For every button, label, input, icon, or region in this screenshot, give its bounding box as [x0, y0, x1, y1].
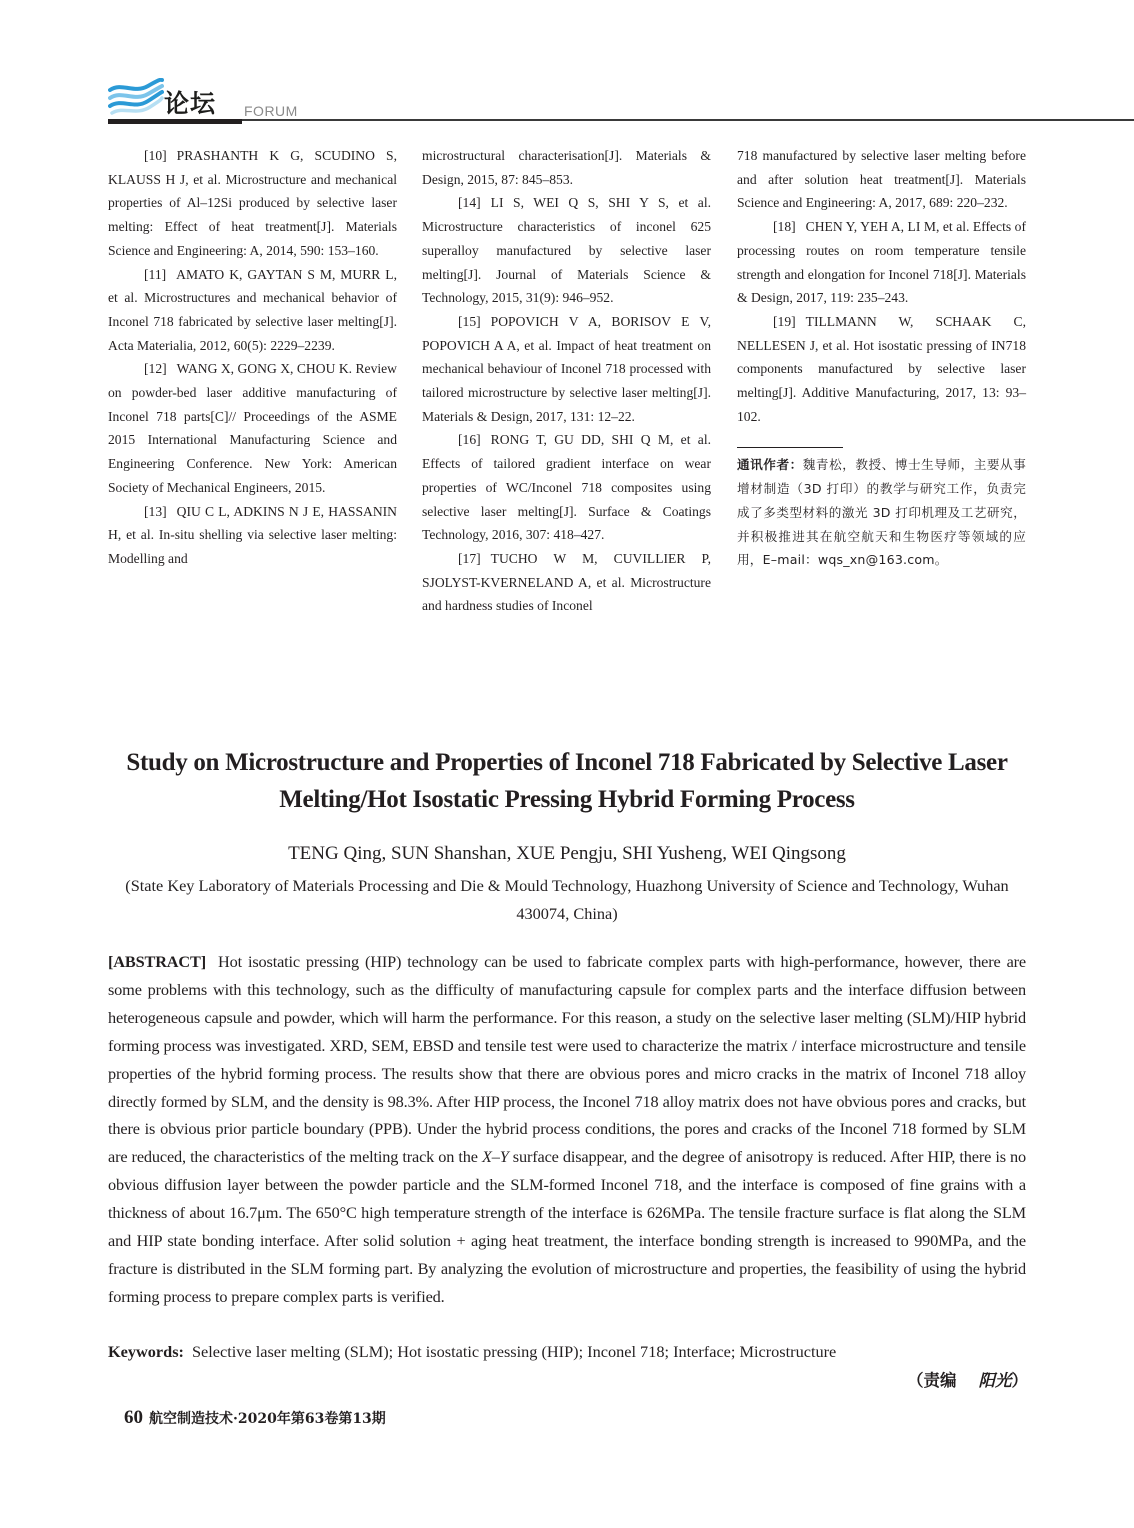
- reference-number: [18]: [773, 219, 796, 235]
- reference-text: AMATO K, GAYTAN S M, MURR L, et al. Microstructures and mechanical behavior of Inconel 718 fabricated by selective laser melting[J]. Acta Materialia, 2012, 60(5): 2229–2239.: [108, 266, 397, 353]
- english-authors: TENG Qing, SUN Shanshan, XUE Pengju, SHI Yusheng, WEI Qingsong: [288, 843, 846, 864]
- editor-label: （责编: [907, 1371, 957, 1390]
- english-title: Study on Microstructure and Properties of Inconel 718 Fabricated by Selective Laser Melting/Hot Isostatic Pressing Hybrid Forming Process: [126, 749, 1008, 813]
- reference-text: POPOVICH V A, BORISOV E V, POPOVICH A A, et al. Impact of heat treatment on mechanical behaviour of Inconel 718 processed with tailored microstructure by selective laser melting[J]. Materials & Design, 2017, 131: 12–22.: [422, 313, 711, 424]
- page-footer: [124, 1406, 386, 1431]
- editor-credit: [907, 1367, 1028, 1394]
- editor-name: 阳光: [978, 1371, 1012, 1390]
- reference-continuation: microstructural characterisation[J]. Materials & Design, 2015, 87: 845–853.: [422, 148, 711, 187]
- references-column-3: [737, 144, 1026, 572]
- page-header: [108, 78, 1134, 128]
- reference-text: QIU C L, ADKINS N J E, HASSANIN H, et al. In-situ shelling via selective laser melting: Modelling and: [108, 503, 397, 566]
- reference-text: WANG X, GONG X, CHOU K. Review on powder-bed laser additive manufacturing of Inconel 718 parts[C]// Proceedings of the ASME 2015 International Manufacturing Science and Engineering Conference. New York: American Society of Mechanical Engineers, 2015.: [108, 361, 397, 495]
- reference-number: [17]: [458, 550, 481, 566]
- reference-number: [19]: [773, 313, 796, 329]
- reference-number: [10]: [144, 148, 167, 163]
- reference-number: [11]: [144, 266, 167, 282]
- reference-item: [108, 263, 397, 358]
- reference-number: [15]: [458, 313, 481, 329]
- reference-item: [108, 144, 397, 263]
- abstract-italic-term: X–Y: [481, 1147, 509, 1167]
- corresponding-author-note: [737, 453, 1026, 572]
- reference-item: [737, 310, 1026, 429]
- reference-number: [12]: [144, 361, 167, 377]
- reference-continuation: 718 manufactured by selective laser melting before and after solution heat treatment[J]. Materials Science and Engineering: A, 2017, 689: 220–232.: [737, 148, 1026, 211]
- reference-number: [14]: [458, 195, 481, 211]
- header-rule: [242, 119, 1134, 121]
- wave-logo-icon: [108, 78, 164, 120]
- keywords-text: Selective laser melting (SLM); Hot isostatic pressing (HIP); Inconel 718; Interface; Microstructure: [191, 1342, 837, 1361]
- reference-item: [737, 215, 1026, 310]
- reference-item: [108, 500, 397, 571]
- reference-number: [13]: [144, 503, 167, 519]
- references-column-2: [422, 144, 711, 618]
- reference-text: TUCHO W M, CUVILLIER P, SJOLYST-KVERNELAND A, et al. Microstructure and hardness studies of Inconel: [422, 550, 711, 614]
- reference-text: LI S, WEI Q S, SHI Y S, et al. Microstructure characteristics of inconel 625 superalloy manufactured by selective laser melting[J]. Journal of Materials Science & Technology, 2015, 31(9): 946–952.: [422, 195, 711, 306]
- footnote-divider: [737, 447, 843, 448]
- reference-item: [422, 428, 711, 547]
- keywords: [108, 1338, 1026, 1365]
- corresponding-author-text: 魏青松，教授、博士生导师，主要从事增材制造（3D 打印）的教学与研究工作，负责完成了多类型材料的激光 3D 打印机理及工艺研究，并积极推进其在航空航天和生物医疗等领域的应用，E–mail：wqs_xn@163.com。: [737, 457, 1026, 568]
- english-abstract: [108, 948, 1026, 1311]
- abstract-label: [ABSTRACT]: [108, 952, 207, 971]
- header-rule-thick: [108, 119, 242, 124]
- reference-text: PRASHANTH K G, SCUDINO S, KLAUSS H J, et al. Microstructure and mechanical properties of Al–12Si produced by selective laser melting: Effect of heat treatment[J]. Materials Science and Engineering: A, 2014, 590: 153–160.: [108, 148, 397, 258]
- reference-item: [108, 357, 397, 499]
- reference-text: RONG T, GU DD, SHI Q M, et al. Effects of tailored gradient interface on wear properties of WC/Inconel 718 composites using selective laser melting[J]. Surface & Coatings Technology, 2016, 307: 418–427.: [422, 432, 711, 543]
- page-number: 60: [124, 1407, 143, 1428]
- reference-number: [16]: [458, 432, 481, 448]
- reference-text: CHEN Y, YEH A, LI M, et al. Effects of processing routes on room temperature tensile strength and elongation for Inconel 718[J]. Materials & Design, 2017, 119: 235–243.: [737, 219, 1026, 306]
- reference-item: [422, 310, 711, 429]
- corresponding-author-label: 通讯作者：: [737, 457, 803, 473]
- editor-close: ）: [1011, 1371, 1028, 1390]
- reference-item: [422, 547, 711, 618]
- english-affiliation: (State Key Laboratory of Materials Processing and Die & Mould Technology, Huazhong University of Science and Technology, Wuhan 430074, China): [125, 876, 1009, 923]
- reference-item: [422, 191, 711, 310]
- section-title-en: FORUM: [244, 103, 298, 119]
- journal-info: 航空制造技术·2020年第63卷第13期: [149, 1411, 386, 1427]
- section-title-cn: 论坛: [164, 89, 217, 118]
- keywords-label: Keywords:: [108, 1342, 184, 1361]
- reference-text: TILLMANN W, SCHAAK C, NELLESEN J, et al. Hot isostatic pressing of IN718 components manufactured by selective laser melting[J]. Additive Manufacturing, 2017, 13: 93–102.: [737, 313, 1026, 424]
- references-column-1: [108, 144, 397, 571]
- abstract-text-continued: surface disappear, and the degree of anisotropy is reduced. After HIP, there is no obvious diffusion layer between the powder particle and the SLM-formed Inconel 718, and the interface is composed of fine grains with a thickness of about 16.7μm. The 650°C high temperature strength of the interface is 626MPa. The tensile fracture surface is flat along the SLM and HIP state bonding interface. After solid solution + aging heat treatment, the interface bonding strength is increased to 990MPa, and the fracture is distributed in the SLM forming part. By analyzing the evolution of microstructure and properties, the feasibility of using the hybrid forming process to prepare complex parts is verified.: [108, 1147, 1026, 1306]
- abstract-text: Hot isostatic pressing (HIP) technology can be used to fabricate complex parts with high-performance, however, there are some problems with this technology, such as the difficulty of manufacturing capsule for complex parts and the interface diffusion between heterogeneous capsule and powder, which will harm the performance. For this reason, a study on the selective laser melting (SLM)/HIP hybrid forming process was investigated. XRD, SEM, EBSD and tensile test were used to characterize the matrix / interface microstructure and tensile properties of the hybrid forming process. The results show that there are obvious pores and micro cracks in the matrix of Inconel 718 alloy directly formed by SLM, and the density is 98.3%. After HIP process, the Inconel 718 alloy matrix does not have obvious pores and cracks, but there is obvious prior particle boundary (PPB). Under the hybrid process conditions, the pores and cracks of the Inconel 718 formed by SLM are reduced, the characteristics of the melting track on the: [108, 952, 1026, 1167]
